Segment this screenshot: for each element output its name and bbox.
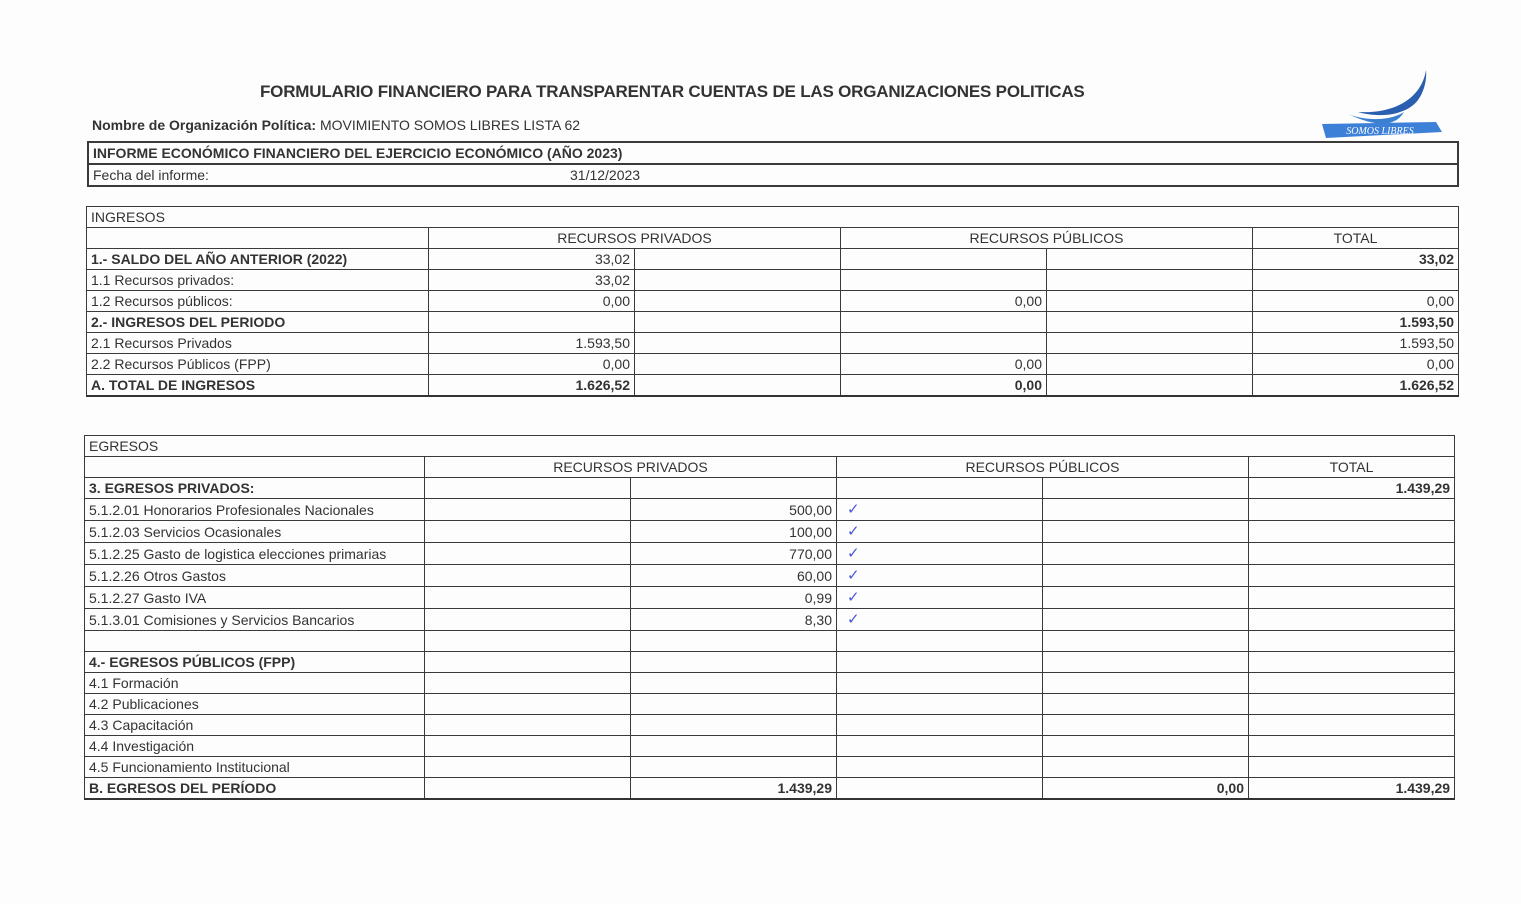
- empty-cell: [1047, 270, 1253, 291]
- row-label: 5.1.2.01 Honorarios Profesionales Nacionales: [85, 499, 425, 521]
- check-cell: [837, 521, 1043, 543]
- check-cell: [837, 587, 1043, 609]
- empty-cell: [1249, 521, 1455, 543]
- publicos-value: [841, 312, 1047, 333]
- empty-cell: [425, 587, 631, 609]
- empty-cell: [1043, 478, 1249, 499]
- empty-cell: [1043, 694, 1249, 715]
- empty-cell: [1249, 673, 1455, 694]
- empty-cell: [425, 736, 631, 757]
- checkmark-icon: ✓: [847, 611, 860, 628]
- privados-value: 1.626,52: [429, 375, 635, 397]
- ingresos-section-title: INGRESOS: [87, 207, 1459, 228]
- row-label: 2.1 Recursos Privados: [87, 333, 429, 354]
- empty-cell: [1249, 609, 1455, 631]
- privados-value: 0,00: [429, 291, 635, 312]
- empty-cell: [631, 736, 837, 757]
- check-cell: [837, 609, 1043, 631]
- ingresos-row: [87, 291, 1459, 312]
- total-value: 0,00: [1253, 354, 1459, 375]
- empty-cell: [1043, 543, 1249, 565]
- row-label: 5.1.2.25 Gasto de logistica elecciones primarias: [85, 543, 425, 565]
- empty-cell: [635, 375, 841, 397]
- row-label: A. TOTAL DE INGRESOS: [87, 375, 429, 397]
- egresos-publicos-header: 4.- EGRESOS PÚBLICOS (FPP): [85, 652, 425, 673]
- empty-cell: [631, 652, 837, 673]
- egresos-table: [84, 435, 1455, 800]
- date-label: Fecha del informe:: [93, 167, 209, 183]
- egresos-privados-row: [85, 543, 1455, 565]
- ingresos-row: [87, 354, 1459, 375]
- empty-cell: [425, 565, 631, 587]
- egresos-total-total: 1.439,29: [1249, 778, 1455, 800]
- egresos-privados-header: 3. EGRESOS PRIVADOS:: [85, 478, 425, 499]
- col-header-privados: RECURSOS PRIVADOS: [429, 228, 841, 249]
- empty-cell: [1047, 291, 1253, 312]
- empty-cell: [837, 478, 1043, 499]
- empty-cell: [1047, 354, 1253, 375]
- ingresos-row: [87, 249, 1459, 270]
- privados-value: 0,99: [631, 587, 837, 609]
- empty-cell: [1047, 249, 1253, 270]
- empty-cell: [425, 778, 631, 800]
- publicos-value: 0,00: [841, 291, 1047, 312]
- privados-value: 770,00: [631, 543, 837, 565]
- empty-cell: [425, 609, 631, 631]
- egresos-privados-row: [85, 521, 1455, 543]
- empty-cell: [1043, 521, 1249, 543]
- ingresos-row: [87, 312, 1459, 333]
- empty-cell: [425, 757, 631, 778]
- egresos-privados-total: 1.439,29: [1249, 478, 1455, 499]
- egresos-total-privados: 1.439,29: [631, 778, 837, 800]
- empty-cell: [837, 736, 1043, 757]
- col-header-total: TOTAL: [1249, 457, 1455, 478]
- checkmark-icon: ✓: [847, 567, 860, 584]
- bird-logo-icon: [1318, 66, 1448, 146]
- somos-libres-logo: [1318, 66, 1448, 146]
- empty-cell: [1249, 736, 1455, 757]
- empty-cell: [425, 631, 631, 652]
- empty-cell: [425, 543, 631, 565]
- empty-cell: [1249, 587, 1455, 609]
- empty-cell: [837, 673, 1043, 694]
- row-label: 2.- INGRESOS DEL PERIODO: [87, 312, 429, 333]
- checkmark-icon: ✓: [847, 589, 860, 606]
- empty-cell: [635, 270, 841, 291]
- checkmark-icon: ✓: [847, 523, 860, 540]
- privados-value: 60,00: [631, 565, 837, 587]
- privados-value: 500,00: [631, 499, 837, 521]
- empty-cell: [631, 757, 837, 778]
- empty-cell: [1047, 312, 1253, 333]
- empty-cell: [1249, 652, 1455, 673]
- ingresos-table: [86, 206, 1459, 397]
- ingresos-row: [87, 333, 1459, 354]
- empty-cell: [1249, 543, 1455, 565]
- egresos-publicos-row: [85, 673, 1455, 694]
- blank-cell: [85, 457, 425, 478]
- empty-cell: [837, 694, 1043, 715]
- row-label: 1.1 Recursos privados:: [87, 270, 429, 291]
- empty-cell: [1043, 715, 1249, 736]
- privados-value: 0,00: [429, 354, 635, 375]
- empty-cell: [631, 673, 837, 694]
- total-value: 1.593,50: [1253, 312, 1459, 333]
- check-cell: [837, 499, 1043, 521]
- row-label: 1.2 Recursos públicos:: [87, 291, 429, 312]
- empty-cell: [85, 631, 425, 652]
- egresos-publicos-row: [85, 736, 1455, 757]
- col-header-publicos: RECURSOS PÚBLICOS: [837, 457, 1249, 478]
- empty-cell: [1249, 631, 1455, 652]
- empty-cell: [635, 249, 841, 270]
- empty-cell: [1043, 499, 1249, 521]
- empty-cell: [1249, 715, 1455, 736]
- row-label: 5.1.3.01 Comisiones y Servicios Bancarios: [85, 609, 425, 631]
- report-title: INFORME ECONÓMICO FINANCIERO DEL EJERCICIO ECONÓMICO (AÑO 2023): [88, 142, 1458, 164]
- publicos-value: [841, 249, 1047, 270]
- egresos-privados-row: [85, 609, 1455, 631]
- empty-cell: [635, 354, 841, 375]
- privados-value: 1.593,50: [429, 333, 635, 354]
- empty-cell: [1047, 333, 1253, 354]
- total-value: 1.593,50: [1253, 333, 1459, 354]
- privados-value: 100,00: [631, 521, 837, 543]
- empty-cell: [631, 694, 837, 715]
- privados-value: [429, 312, 635, 333]
- col-header-publicos: RECURSOS PÚBLICOS: [841, 228, 1253, 249]
- org-name: MOVIMIENTO SOMOS LIBRES LISTA 62: [319, 117, 581, 133]
- publicos-value: 0,00: [841, 354, 1047, 375]
- row-label: 4.3 Capacitación: [85, 715, 425, 736]
- egresos-publicos-row: [85, 694, 1455, 715]
- privados-value: 33,02: [429, 249, 635, 270]
- row-label: 2.2 Recursos Públicos (FPP): [87, 354, 429, 375]
- empty-cell: [1249, 757, 1455, 778]
- empty-cell: [837, 778, 1043, 800]
- row-label: 5.1.2.03 Servicios Ocasionales: [85, 521, 425, 543]
- empty-cell: [425, 715, 631, 736]
- form-title: FORMULARIO FINANCIERO PARA TRANSPARENTAR CUENTAS DE LAS ORGANIZACIONES POLITICAS: [260, 82, 1085, 101]
- empty-cell: [631, 715, 837, 736]
- organization-line: [92, 117, 580, 133]
- egresos-publicos-row: [85, 757, 1455, 778]
- publicos-value: [841, 270, 1047, 291]
- empty-cell: [1043, 652, 1249, 673]
- checkmark-icon: ✓: [847, 501, 860, 518]
- total-value: 33,02: [1253, 249, 1459, 270]
- report-date-row: [88, 164, 1458, 186]
- empty-cell: [1043, 736, 1249, 757]
- privados-value: 33,02: [429, 270, 635, 291]
- row-label: 5.1.2.26 Otros Gastos: [85, 565, 425, 587]
- egresos-publicos-row: [85, 715, 1455, 736]
- org-label: Nombre de Organización Política:: [92, 117, 317, 133]
- empty-cell: [1249, 499, 1455, 521]
- empty-cell: [631, 631, 837, 652]
- empty-cell: [631, 478, 837, 499]
- col-header-total: TOTAL: [1253, 228, 1459, 249]
- empty-cell: [425, 499, 631, 521]
- publicos-value: [841, 333, 1047, 354]
- ingresos-row: [87, 270, 1459, 291]
- egresos-privados-row: [85, 587, 1455, 609]
- row-label: 4.1 Formación: [85, 673, 425, 694]
- empty-cell: [635, 291, 841, 312]
- publicos-value: 0,00: [841, 375, 1047, 397]
- report-header-table: [87, 141, 1459, 187]
- total-value: [1253, 270, 1459, 291]
- empty-cell: [425, 521, 631, 543]
- empty-cell: [425, 478, 631, 499]
- egresos-privados-row: [85, 565, 1455, 587]
- empty-cell: [425, 694, 631, 715]
- empty-cell: [635, 312, 841, 333]
- privados-value: 8,30: [631, 609, 837, 631]
- empty-cell: [1043, 609, 1249, 631]
- blank-cell: [87, 228, 429, 249]
- egresos-privados-row: [85, 499, 1455, 521]
- empty-cell: [1043, 757, 1249, 778]
- empty-cell: [837, 652, 1043, 673]
- total-value: 1.626,52: [1253, 375, 1459, 397]
- total-value: 0,00: [1253, 291, 1459, 312]
- logo-text: SOMOS LIBRES: [1346, 126, 1414, 137]
- row-label: 1.- SALDO DEL AÑO ANTERIOR (2022): [87, 249, 429, 270]
- empty-cell: [1043, 673, 1249, 694]
- empty-cell: [837, 715, 1043, 736]
- empty-cell: [635, 333, 841, 354]
- empty-cell: [1249, 694, 1455, 715]
- row-label: B. EGRESOS DEL PERÍODO: [85, 778, 425, 800]
- empty-cell: [1043, 565, 1249, 587]
- egresos-total-publicos: 0,00: [1043, 778, 1249, 800]
- row-label: 4.5 Funcionamiento Institucional: [85, 757, 425, 778]
- empty-cell: [837, 757, 1043, 778]
- empty-cell: [425, 673, 631, 694]
- checkmark-icon: ✓: [847, 545, 860, 562]
- ingresos-row: [87, 375, 1459, 397]
- empty-cell: [1043, 587, 1249, 609]
- egresos-total-row: [85, 778, 1455, 800]
- empty-cell: [425, 652, 631, 673]
- egresos-section-title: EGRESOS: [85, 436, 1455, 457]
- check-cell: [837, 565, 1043, 587]
- date-value: 31/12/2023: [570, 167, 641, 183]
- empty-cell: [1043, 631, 1249, 652]
- row-label: 4.4 Investigación: [85, 736, 425, 757]
- col-header-privados: RECURSOS PRIVADOS: [425, 457, 837, 478]
- check-cell: [837, 543, 1043, 565]
- row-label: 5.1.2.27 Gasto IVA: [85, 587, 425, 609]
- empty-cell: [837, 631, 1043, 652]
- empty-cell: [1249, 565, 1455, 587]
- row-label: 4.2 Publicaciones: [85, 694, 425, 715]
- empty-cell: [1047, 375, 1253, 397]
